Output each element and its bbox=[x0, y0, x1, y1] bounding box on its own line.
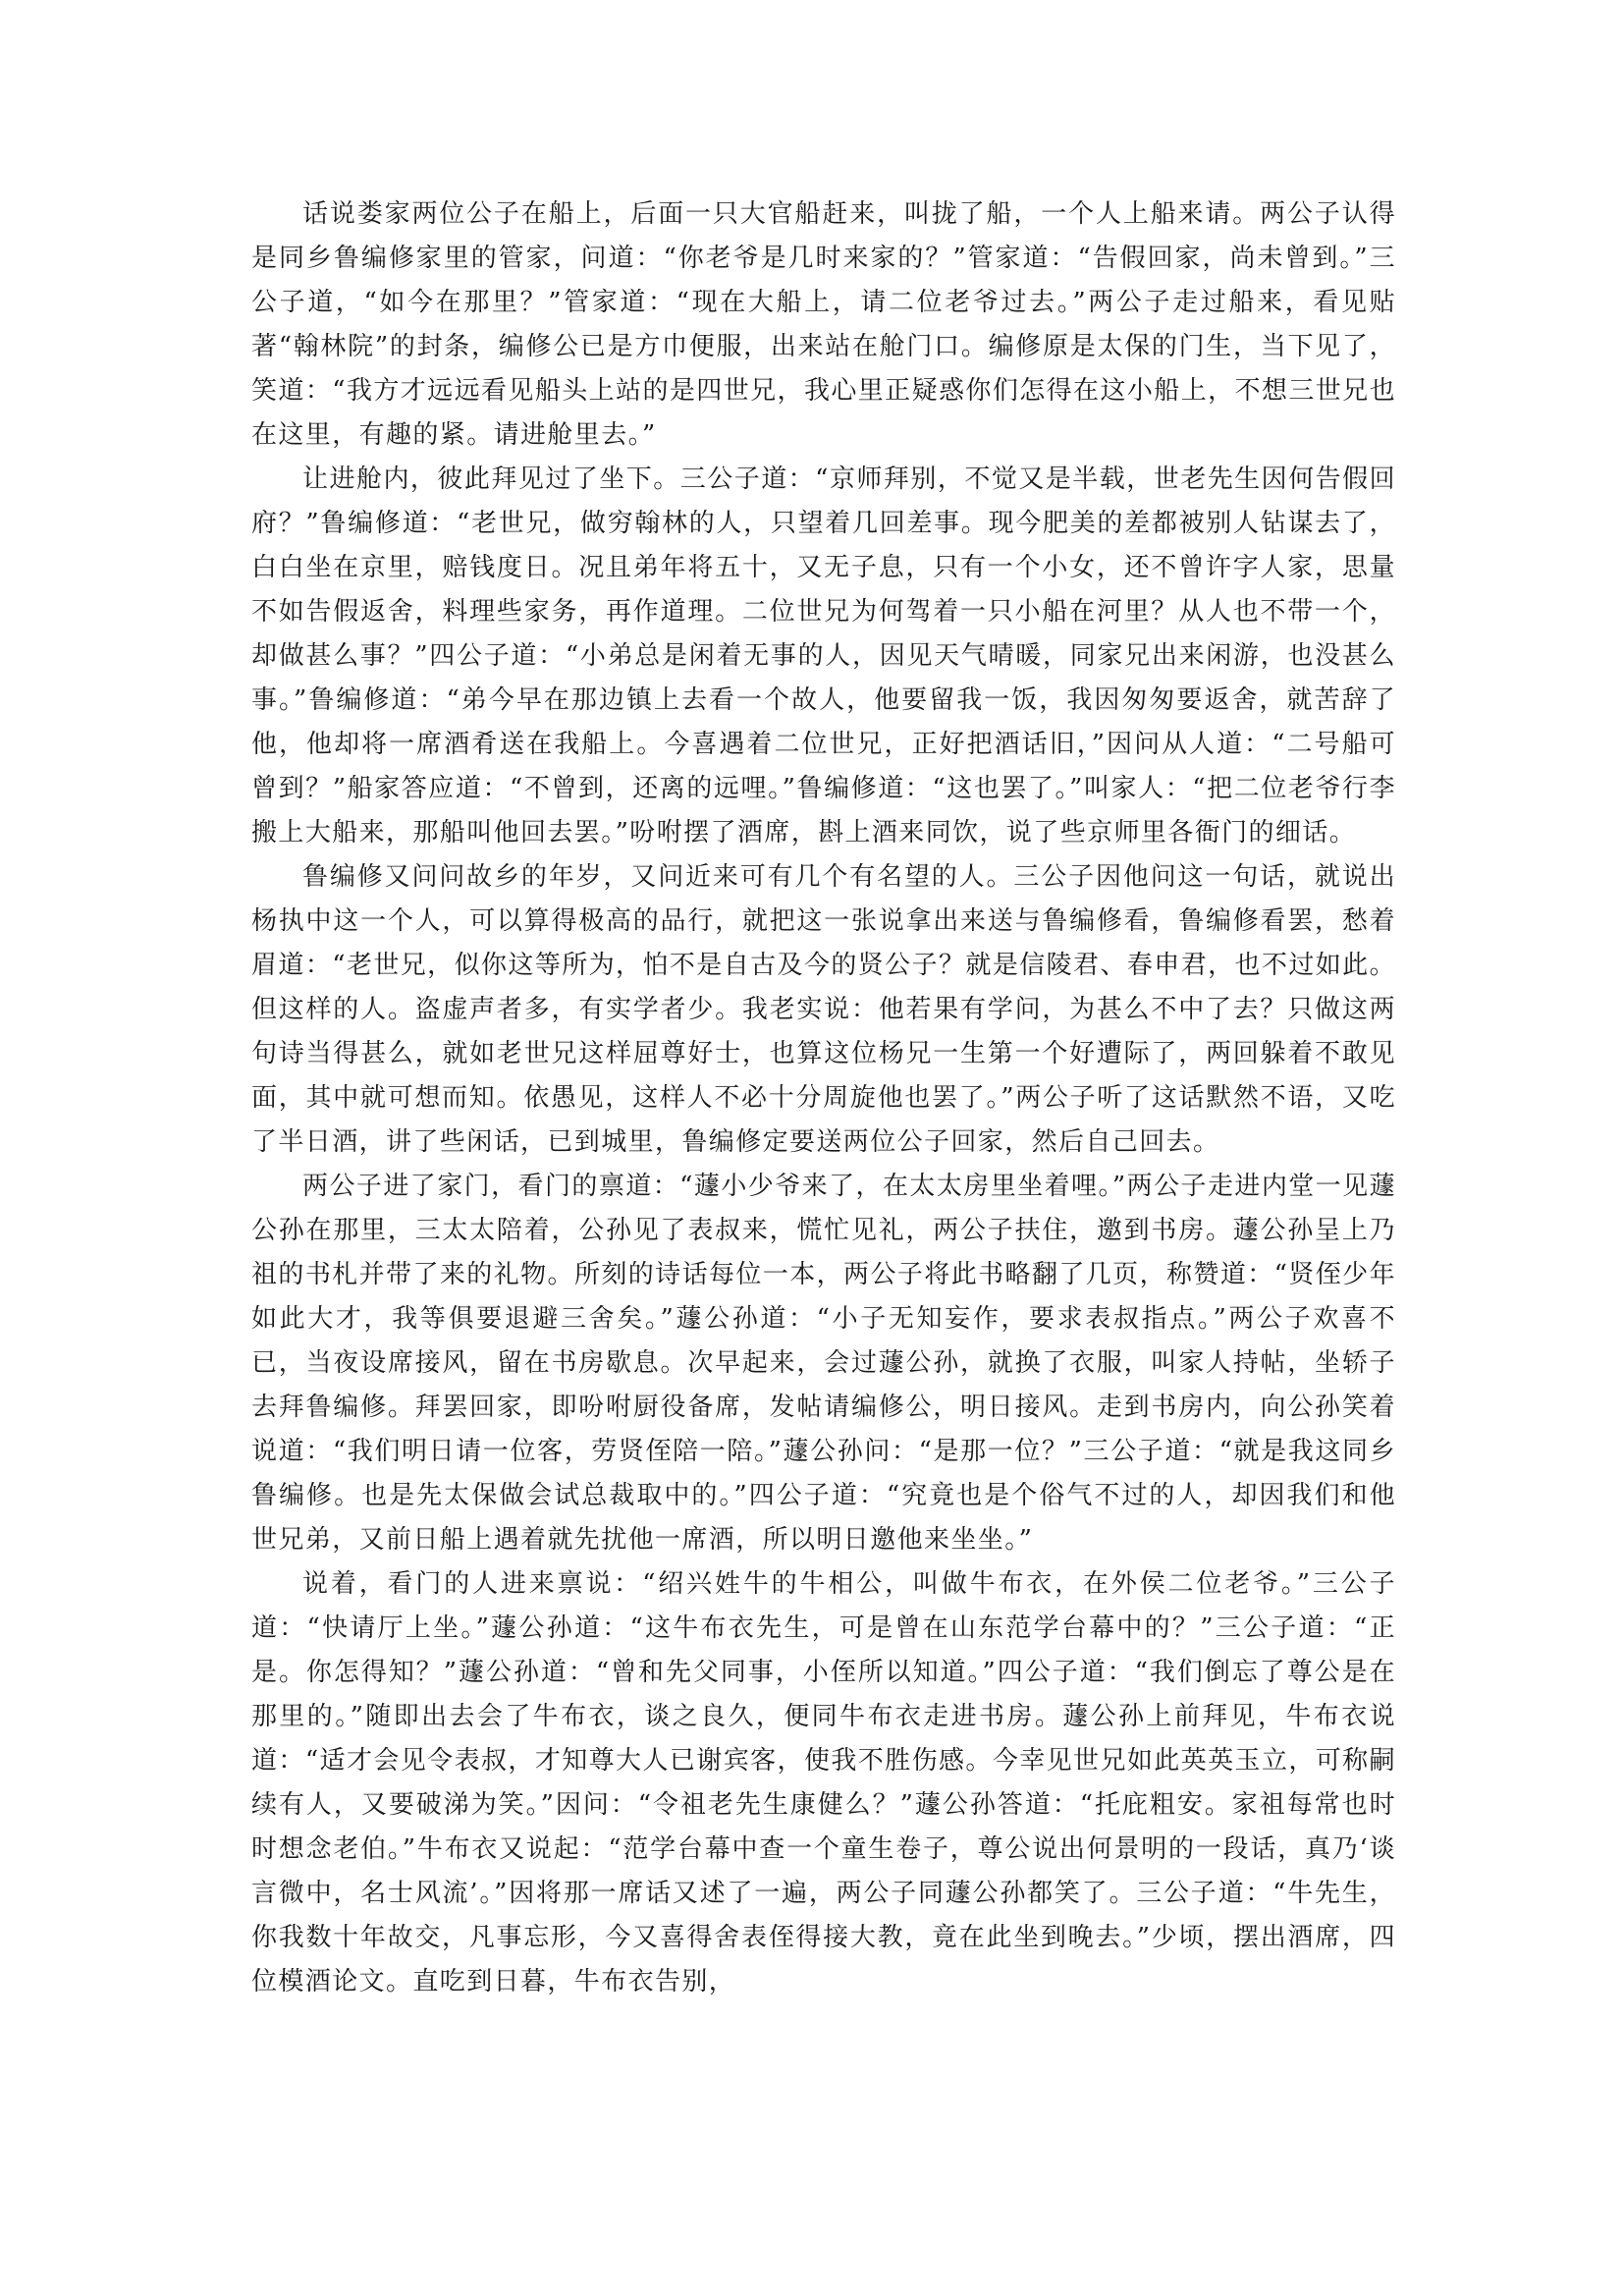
paragraph-3: 鲁编修又问问故乡的年岁，又问近来可有几个有名望的人。三公子因他问这一句话，就说出杨执中这一个人，可以算得极高的品行，就把这一张说拿出来送与鲁编修看，鲁编修看罢，愁着眉道：“老世兄，似你这等所为，怕不是自古及今的贤公子？就是信陵君、春申君，也不过如此。但这样的人。盗虚声者多，有实学者少。我老实说：他若果有学问，为甚么不中了去？只做这两句诗当得甚么，就如老世兄这样屈尊好士，也算这位杨兄一生第一个好遭际了，两回躲着不敢见面，其中就可想而知。依愚见，这样人不必十分周旋他也罢了。”两公子听了这话默然不语，又吃了半日酒，讲了些闲话，已到城里，鲁编修定要送两位公子回家，然后自己回去。 bbox=[251, 862, 1396, 1157]
paragraph-2: 让进舱内，彼此拜见过了坐下。三公子道：“京师拜别，不觉又是半载，世老先生因何告假回府？”鲁编修道：“老世兄，做穷翰林的人，只望着几回差事。现今肥美的差都被别人钻谋去了，白白坐在京里，赔钱度日。况且弟年将五十，又无子息，只有一个小女，还不曾许字人家，思量不如告假返舍，料理些家务，再作道理。二位世兄为何驾着一只小船在河里？从人也不带一个，却做甚么事？”四公子道：“小弟总是闲着无事的人，因见天气晴暖，同家兄出来闲游，也没甚么事。”鲁编修道：“弟今早在那边镇上去看一个故人，他要留我一饭，我因匆匆要返舍，就苦辞了他，他却将一席酒肴送在我船上。今喜遇着二位世兄，正好把酒话旧，”因问从人道：“二号船可曾到？”船家答应道：“不曾到，还离的远哩。”鲁编修道：“这也罢了。”叫家人：“把二位老爷行李搬上大船来，那船叫他回去罢。”吩咐摆了酒席，斟上酒来同饮，说了些京师里各衙门的细话。 bbox=[251, 465, 1396, 847]
paragraph-5: 说着，看门的人进来禀说：“绍兴姓牛的牛相公，叫做牛布衣，在外侯二位老爷。”三公子道：“快请厅上坐。”蘧公孙道：“这牛布衣先生，可是曾在山东范学台幕中的？”三公子道：“正是。你怎得知？”蘧公孙道：“曾和先父同事，小侄所以知道。”四公子道：“我们倒忘了尊公是在那里的。”随即出去会了牛布衣，谈之良久，便同牛布衣走进书房。蘧公孙上前拜见，牛布衣说道：“适才会见令表叔，才知尊大人已谢宾客，使我不胜伤感。今幸见世兄如此英英玉立，可称嗣续有人，又要破涕为笑。”因问：“令祖老先生康健么？”蘧公孙答道：“托庇粗安。家祖每常也时时想念老伯。”牛布衣又说起：“范学台幕中查一个童生卷子，尊公说出何景明的一段话，真乃‘谈言微中，名士风流’。”因将那一席话又述了一遍，两公子同蘧公孙都笑了。三公子道：“牛先生，你我数十年故交，凡事忘形，今又喜得舍表侄得接大教，竟在此坐到晚去。”少顷，摆出酒席，四位模酒论文。直吃到日暮，牛布衣告别， bbox=[251, 1569, 1396, 1996]
document-body bbox=[251, 192, 1396, 2004]
paragraph-4: 两公子进了家门，看门的禀道：“蘧小少爷来了，在太太房里坐着哩。”两公子走进内堂一见蘧公孙在那里，三太太陪着，公孙见了表叔来，慌忙见礼，两公子扶住，邀到书房。蘧公孙呈上乃祖的书札并带了来的礼物。所刻的诗话每位一本，两公子将此书略翻了几页，称赞道：“贤侄少年如此大才，我等俱要退避三舍矣。”蘧公孙道：“小子无知妄作，要求表叔指点。”两公子欢喜不已，当夜设席接风，留在书房歇息。次早起来，会过蘧公孙，就换了衣服，叫家人持帖，坐轿子去拜鲁编修。拜罢回家，即吩咐厨役备席，发帖请编修公，明日接风。走到书房内，向公孙笑着说道：“我们明日请一位客，劳贤侄陪一陪。”蘧公孙问：“是那一位？”三公子道：“就是我这同乡鲁编修。也是先太保做会试总裁取中的。”四公子道：“究竟也是个俗气不过的人，却因我们和他世兄弟，又前日船上遇着就先扰他一席酒，所以明日邀他来坐坐。” bbox=[251, 1172, 1396, 1555]
paragraph-1: 话说娄家两位公子在船上，后面一只大官船赶来，叫拢了船，一个人上船来请。两公子认得是同乡鲁编修家里的管家，问道：“你老爷是几时来家的？”管家道：“告假回家，尚未曾到。”三公子道，“如今在那里？”管家道：“现在大船上，请二位老爷过去。”两公子走过船来，看见贴著“翰林院”的封条，编修公已是方巾便服，出来站在舱门口。编修原是太保的门生，当下见了，笑道：“我方才远远看见船头上站的是四世兄，我心里正疑惑你们怎得在这小船上，不想三世兄也在这里，有趣的紧。请进舱里去。” bbox=[251, 199, 1396, 450]
